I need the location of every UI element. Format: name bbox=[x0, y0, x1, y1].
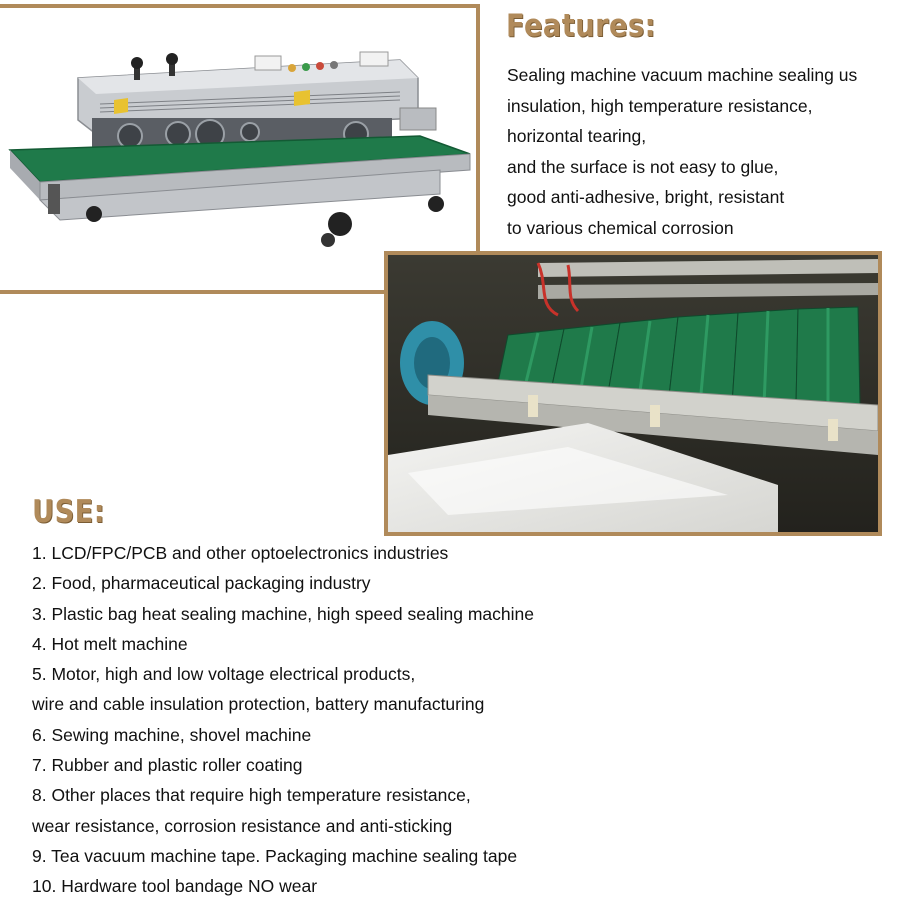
use-heading: USE: bbox=[32, 494, 106, 530]
green-belt-conveyor-image bbox=[388, 255, 878, 532]
features-line: and the surface is not easy to glue, bbox=[507, 156, 779, 177]
use-line: 8. Other places that require high temperature resistance, bbox=[32, 785, 471, 806]
use-line: 6. Sewing machine, shovel machine bbox=[32, 724, 312, 745]
use-line: 1. LCD/FPC/PCB and other optoelectronics industries bbox=[32, 543, 449, 563]
features-line: horizontal tearing, bbox=[507, 126, 647, 146]
use-line: 10. Hardware tool bandage NO wear bbox=[32, 876, 318, 897]
band-sealer-machine-image bbox=[0, 8, 476, 290]
features-line: Sealing machine vacuum machine sealing us bbox=[507, 65, 858, 85]
use-line: 7. Rubber and plastic roller coating bbox=[32, 755, 303, 776]
use-list bbox=[32, 538, 534, 902]
features-heading: Features: bbox=[506, 8, 656, 44]
conveyor-photo-frame bbox=[384, 251, 882, 536]
use-line: wire and cable insulation protection, battery manufacturing bbox=[32, 694, 485, 715]
features-line: insulation, high temperature resistance, bbox=[507, 95, 813, 116]
use-line: 5. Motor, high and low voltage electrical products, bbox=[32, 664, 416, 685]
use-line: wear resistance, corrosion resistance and anti-sticking bbox=[32, 815, 453, 836]
features-list bbox=[507, 60, 900, 243]
features-line: to various chemical corrosion bbox=[507, 217, 734, 238]
use-line: 4. Hot melt machine bbox=[32, 633, 188, 654]
use-line: 2. Food, pharmaceutical packaging industry bbox=[32, 573, 371, 594]
features-line: good anti-adhesive, bright, resistant bbox=[507, 187, 785, 207]
use-line: 9. Tea vacuum machine tape. Packaging machine sealing tape bbox=[32, 845, 518, 866]
use-line: 3. Plastic bag heat sealing machine, high speed sealing machine bbox=[32, 603, 534, 624]
